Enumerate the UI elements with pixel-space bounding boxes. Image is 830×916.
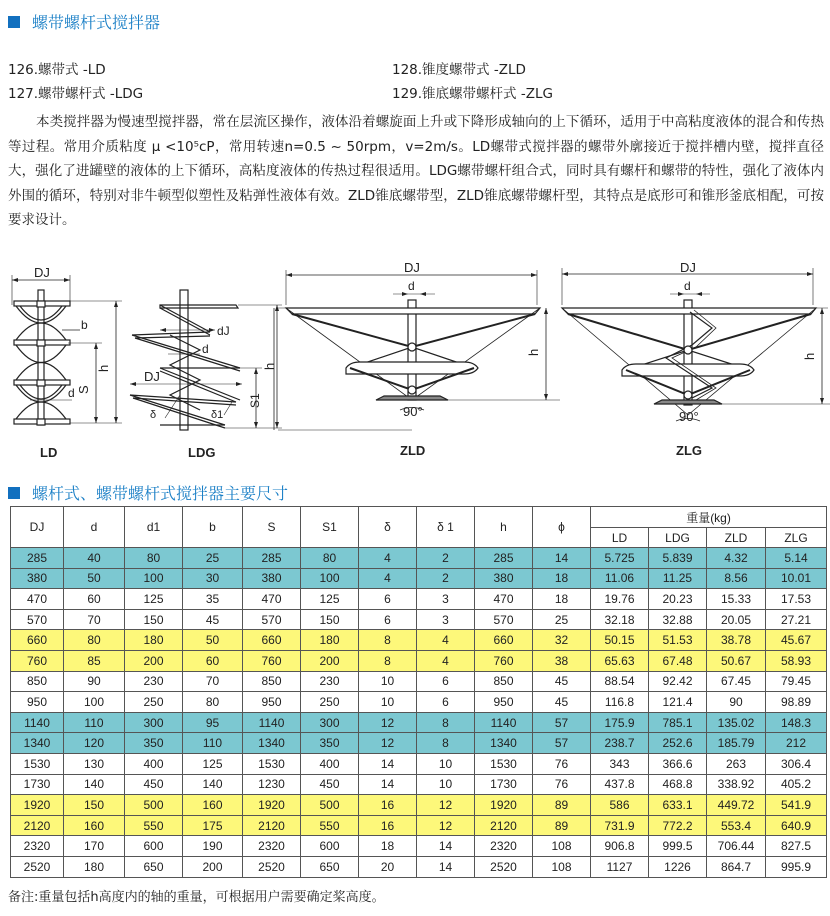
- cell-s1: 550: [301, 815, 359, 836]
- cell-s1: 650: [301, 856, 359, 877]
- diagram-zlg: [562, 260, 830, 458]
- cell-d1: 500: [125, 795, 183, 816]
- cell-weight-ldg: 772.2: [649, 815, 707, 836]
- cell-d1: 600: [125, 836, 183, 857]
- table-row: [11, 795, 827, 816]
- table-row: [11, 609, 827, 630]
- ldg-label-delta1: δ1: [211, 409, 224, 421]
- cell-h: 2120: [475, 815, 533, 836]
- cell-weight-zld: 135.02: [707, 712, 766, 733]
- header-weight-group: 重量(kg): [591, 507, 827, 528]
- cell-phi: 45: [533, 671, 591, 692]
- cell-s1: 600: [301, 836, 359, 857]
- cell-phi: 57: [533, 733, 591, 754]
- cell-h: 1140: [475, 712, 533, 733]
- cell-d1: 230: [125, 671, 183, 692]
- cell-s1: 500: [301, 795, 359, 816]
- cell-weight-zlg: 98.89: [766, 692, 827, 713]
- cell-dj: 950: [11, 692, 64, 713]
- cell-s1: 100: [301, 568, 359, 589]
- header-weight-zld: ZLD: [707, 528, 766, 548]
- cell-delta: 8: [359, 650, 417, 671]
- table-row: [11, 836, 827, 857]
- cell-weight-zld: 90: [707, 692, 766, 713]
- zld-label-angle: 90°: [403, 404, 423, 419]
- cell-weight-ld: 50.15: [591, 630, 649, 651]
- cell-delta1: 8: [417, 712, 475, 733]
- cell-delta1: 2: [417, 568, 475, 589]
- cell-weight-ld: 32.18: [591, 609, 649, 630]
- product-item-zlg: 129.锥底螺带螺杆式 -ZLG: [392, 86, 553, 102]
- cell-delta1: 12: [417, 795, 475, 816]
- cell-weight-zld: 38.78: [707, 630, 766, 651]
- cell-s: 2120: [243, 815, 301, 836]
- cell-d1: 550: [125, 815, 183, 836]
- cell-h: 660: [475, 630, 533, 651]
- cell-weight-zlg: 306.4: [766, 753, 827, 774]
- cell-weight-zlg: 827.5: [766, 836, 827, 857]
- cell-dj: 1340: [11, 733, 64, 754]
- cell-weight-ldg: 121.4: [649, 692, 707, 713]
- section-title-text: 螺杆式、螺带螺杆式搅拌器主要尺寸: [32, 484, 289, 503]
- cell-delta1: 3: [417, 609, 475, 630]
- cell-delta1: 10: [417, 774, 475, 795]
- cell-weight-zlg: 5.14: [766, 548, 827, 569]
- cell-weight-ldg: 252.6: [649, 733, 707, 754]
- cell-s: 2520: [243, 856, 301, 877]
- cell-s: 1340: [243, 733, 301, 754]
- cell-h: 285: [475, 548, 533, 569]
- header-weight-ld: LD: [591, 528, 649, 548]
- section-title-dimensions: [8, 481, 288, 504]
- header-delta: δ: [359, 507, 417, 548]
- cell-dj: 850: [11, 671, 64, 692]
- cell-d: 50: [64, 568, 125, 589]
- cell-weight-ld: 116.8: [591, 692, 649, 713]
- cell-d1: 250: [125, 692, 183, 713]
- cell-d1: 100: [125, 568, 183, 589]
- zld-label-d: d: [408, 279, 415, 293]
- section-title-text: 螺带螺杆式搅拌器: [32, 13, 161, 32]
- cell-s: 660: [243, 630, 301, 651]
- cell-weight-zld: 263: [707, 753, 766, 774]
- cell-h: 1730: [475, 774, 533, 795]
- cell-dj: 1730: [11, 774, 64, 795]
- cell-weight-ld: 343: [591, 753, 649, 774]
- header-delta1: δ 1: [417, 507, 475, 548]
- cell-b: 95: [183, 712, 243, 733]
- cell-delta: 16: [359, 795, 417, 816]
- cell-s1: 300: [301, 712, 359, 733]
- cell-dj: 1530: [11, 753, 64, 774]
- cell-weight-ld: 175.9: [591, 712, 649, 733]
- cell-d: 85: [64, 650, 125, 671]
- cell-weight-ld: 1127: [591, 856, 649, 877]
- ld-caption: LD: [40, 445, 58, 460]
- ld-label-s: S: [76, 385, 91, 394]
- cell-s: 1140: [243, 712, 301, 733]
- cell-delta: 10: [359, 692, 417, 713]
- table-row: [11, 774, 827, 795]
- cell-weight-zlg: 17.53: [766, 589, 827, 610]
- cell-weight-ld: 19.76: [591, 589, 649, 610]
- cell-delta: 20: [359, 856, 417, 877]
- cell-s: 1230: [243, 774, 301, 795]
- cell-d1: 300: [125, 712, 183, 733]
- cell-b: 45: [183, 609, 243, 630]
- cell-phi: 57: [533, 712, 591, 733]
- cell-h: 570: [475, 609, 533, 630]
- ldg-caption: LDG: [188, 445, 216, 460]
- cell-weight-ld: 11.06: [591, 568, 649, 589]
- cell-b: 125: [183, 753, 243, 774]
- cell-d1: 80: [125, 548, 183, 569]
- cell-h: 2320: [475, 836, 533, 857]
- cell-delta: 10: [359, 671, 417, 692]
- cell-dj: 380: [11, 568, 64, 589]
- table-row: [11, 630, 827, 651]
- ldg-label-s1: S1: [248, 393, 262, 408]
- cell-delta: 16: [359, 815, 417, 836]
- header-dj: DJ: [11, 507, 64, 548]
- description-paragraph: 本类搅拌器为慢速型搅拌器，常在层流区操作，液体沿着螺旋面上升或下降形成轴向的上下循环，适用于中高粘度液体的混合和传热等过程。常用介质粘度 μ <10⁵cP，常用转速n=0.5 ~ 50rpm，v=2m/s。LD螺带式搅拌器的螺带外廓接近于搅拌槽内壁，搅拌直径大，强化了进罐壁的液体的上下循环，高粘度液体的传热过程很适用。LDG螺带螺杆组合式，同时具有螺杆和螺带的特性，强化了液体内外围的循环，特别对非牛顿型似塑性及粘弹性液体有效。ZLD锥底螺带型，ZLD锥底螺带螺杆型，其特点是底形可和锥形釜底相配，可按要求设计。: [8, 114, 824, 228]
- cell-d: 150: [64, 795, 125, 816]
- cell-d: 90: [64, 671, 125, 692]
- cell-s: 950: [243, 692, 301, 713]
- diagram-ldg: [130, 290, 282, 460]
- cell-dj: 660: [11, 630, 64, 651]
- cell-weight-zld: 553.4: [707, 815, 766, 836]
- cell-weight-ld: 65.63: [591, 650, 649, 671]
- cell-delta: 12: [359, 733, 417, 754]
- cell-s1: 400: [301, 753, 359, 774]
- cell-s: 470: [243, 589, 301, 610]
- cell-weight-zlg: 45.67: [766, 630, 827, 651]
- cell-weight-zlg: 405.2: [766, 774, 827, 795]
- cell-s: 1530: [243, 753, 301, 774]
- cell-h: 470: [475, 589, 533, 610]
- cell-delta: 4: [359, 568, 417, 589]
- cell-d: 60: [64, 589, 125, 610]
- cell-d1: 125: [125, 589, 183, 610]
- cell-weight-zld: 706.44: [707, 836, 766, 857]
- cell-phi: 32: [533, 630, 591, 651]
- cell-phi: 38: [533, 650, 591, 671]
- cell-d1: 200: [125, 650, 183, 671]
- cell-weight-ldg: 67.48: [649, 650, 707, 671]
- cell-weight-ldg: 20.23: [649, 589, 707, 610]
- cell-weight-zld: 15.33: [707, 589, 766, 610]
- cell-delta1: 12: [417, 815, 475, 836]
- cell-b: 110: [183, 733, 243, 754]
- cell-b: 140: [183, 774, 243, 795]
- cell-weight-ldg: 92.42: [649, 671, 707, 692]
- cell-delta1: 8: [417, 733, 475, 754]
- cell-s1: 350: [301, 733, 359, 754]
- cell-phi: 18: [533, 589, 591, 610]
- cell-dj: 570: [11, 609, 64, 630]
- cell-d1: 650: [125, 856, 183, 877]
- cell-b: 50: [183, 630, 243, 651]
- cell-delta1: 14: [417, 856, 475, 877]
- ldg-label-dj-small: dJ: [217, 324, 230, 338]
- table-row: [11, 712, 827, 733]
- cell-delta1: 4: [417, 630, 475, 651]
- cell-delta: 14: [359, 753, 417, 774]
- cell-phi: 76: [533, 774, 591, 795]
- cell-delta1: 14: [417, 836, 475, 857]
- cell-delta: 14: [359, 774, 417, 795]
- product-item-ld: 126.螺带式 -LD: [8, 62, 106, 78]
- cell-weight-ld: 238.7: [591, 733, 649, 754]
- cell-s: 850: [243, 671, 301, 692]
- cell-weight-zlg: 58.93: [766, 650, 827, 671]
- cell-weight-zld: 20.05: [707, 609, 766, 630]
- zld-caption: ZLD: [400, 443, 426, 458]
- header-weight-ldg: LDG: [649, 528, 707, 548]
- cell-phi: 89: [533, 795, 591, 816]
- footnote: 备注:重量包括h高度内的轴的重量，可根据用户需要确定桨高度。: [8, 890, 385, 905]
- cell-weight-zld: 338.92: [707, 774, 766, 795]
- zlg-label-angle: 90°: [679, 409, 699, 424]
- cell-weight-zlg: 10.01: [766, 568, 827, 589]
- cell-weight-ldg: 785.1: [649, 712, 707, 733]
- cell-delta1: 6: [417, 692, 475, 713]
- cell-weight-ldg: 32.88: [649, 609, 707, 630]
- cell-weight-ld: 906.8: [591, 836, 649, 857]
- cell-weight-zld: 449.72: [707, 795, 766, 816]
- header-d1: d1: [125, 507, 183, 548]
- cell-phi: 76: [533, 753, 591, 774]
- cell-b: 160: [183, 795, 243, 816]
- cell-delta: 12: [359, 712, 417, 733]
- cell-b: 175: [183, 815, 243, 836]
- header-s1: S1: [301, 507, 359, 548]
- table-row: [11, 589, 827, 610]
- cell-s: 1920: [243, 795, 301, 816]
- ldg-label-h: h: [262, 362, 277, 370]
- cell-s: 285: [243, 548, 301, 569]
- cell-dj: 1920: [11, 795, 64, 816]
- dimensions-table-body: [11, 548, 827, 878]
- ld-label-h: h: [96, 364, 111, 372]
- ldg-label-delta: δ: [150, 409, 157, 421]
- cell-b: 35: [183, 589, 243, 610]
- product-item-zld: 128.锥度螺带式 -ZLD: [392, 62, 526, 78]
- table-row: [11, 650, 827, 671]
- cell-weight-ldg: 633.1: [649, 795, 707, 816]
- cell-h: 850: [475, 671, 533, 692]
- cell-b: 30: [183, 568, 243, 589]
- cell-delta: 4: [359, 548, 417, 569]
- cell-d: 140: [64, 774, 125, 795]
- cell-delta: 8: [359, 630, 417, 651]
- cell-delta1: 2: [417, 548, 475, 569]
- cell-weight-ld: 88.54: [591, 671, 649, 692]
- cell-s: 2320: [243, 836, 301, 857]
- cell-d: 180: [64, 856, 125, 877]
- zlg-label-h: h: [802, 352, 817, 360]
- cell-s1: 150: [301, 609, 359, 630]
- cell-weight-ldg: 11.25: [649, 568, 707, 589]
- cell-weight-zlg: 79.45: [766, 671, 827, 692]
- header-weight-zlg: ZLG: [766, 528, 827, 548]
- cell-dj: 2120: [11, 815, 64, 836]
- table-row: [11, 548, 827, 569]
- cell-h: 2520: [475, 856, 533, 877]
- cell-weight-zlg: 27.21: [766, 609, 827, 630]
- zlg-label-dj: DJ: [680, 260, 696, 275]
- ldg-label-d: d: [202, 342, 209, 356]
- section-title-ribbon-agitators: [8, 10, 160, 33]
- cell-h: 380: [475, 568, 533, 589]
- cell-phi: 25: [533, 609, 591, 630]
- cell-s: 380: [243, 568, 301, 589]
- header-h: h: [475, 507, 533, 548]
- cell-s1: 450: [301, 774, 359, 795]
- square-bullet-icon: [8, 16, 20, 28]
- cell-dj: 1140: [11, 712, 64, 733]
- cell-d: 170: [64, 836, 125, 857]
- cell-weight-ld: 586: [591, 795, 649, 816]
- cell-d: 100: [64, 692, 125, 713]
- cell-d1: 450: [125, 774, 183, 795]
- cell-dj: 285: [11, 548, 64, 569]
- ld-label-b: b: [81, 318, 88, 332]
- cell-s: 570: [243, 609, 301, 630]
- cell-d: 70: [64, 609, 125, 630]
- cell-d1: 350: [125, 733, 183, 754]
- cell-weight-ldg: 999.5: [649, 836, 707, 857]
- cell-s1: 200: [301, 650, 359, 671]
- cell-d: 110: [64, 712, 125, 733]
- cell-weight-zlg: 541.9: [766, 795, 827, 816]
- cell-weight-zlg: 640.9: [766, 815, 827, 836]
- table-row: [11, 692, 827, 713]
- table-row: [11, 856, 827, 877]
- ldg-label-dj: DJ: [144, 369, 160, 384]
- cell-delta: 6: [359, 609, 417, 630]
- diagram-zld: [274, 260, 560, 458]
- cell-dj: 2520: [11, 856, 64, 877]
- cell-s1: 250: [301, 692, 359, 713]
- cell-dj: 760: [11, 650, 64, 671]
- cell-phi: 14: [533, 548, 591, 569]
- cell-delta1: 10: [417, 753, 475, 774]
- cell-weight-ldg: 468.8: [649, 774, 707, 795]
- cell-phi: 45: [533, 692, 591, 713]
- cell-d: 40: [64, 548, 125, 569]
- cell-phi: 108: [533, 856, 591, 877]
- dimensions-table: [10, 506, 827, 878]
- cell-delta1: 4: [417, 650, 475, 671]
- table-row: [11, 568, 827, 589]
- cell-s: 760: [243, 650, 301, 671]
- cell-weight-zld: 50.67: [707, 650, 766, 671]
- ld-label-dj: DJ: [34, 265, 50, 280]
- cell-s1: 230: [301, 671, 359, 692]
- cell-h: 1530: [475, 753, 533, 774]
- cell-b: 60: [183, 650, 243, 671]
- cell-weight-ld: 5.725: [591, 548, 649, 569]
- cell-weight-ldg: 5.839: [649, 548, 707, 569]
- cell-b: 70: [183, 671, 243, 692]
- cell-weight-ldg: 1226: [649, 856, 707, 877]
- cell-dj: 2320: [11, 836, 64, 857]
- cell-d: 130: [64, 753, 125, 774]
- cell-weight-ld: 731.9: [591, 815, 649, 836]
- product-item-ldg: 127.螺带螺杆式 -LDG: [8, 86, 144, 102]
- zld-label-h: h: [526, 348, 541, 356]
- header-d: d: [64, 507, 125, 548]
- cell-delta1: 3: [417, 589, 475, 610]
- header-phi: ϕ: [533, 507, 591, 548]
- cell-b: 80: [183, 692, 243, 713]
- header-s: S: [243, 507, 301, 548]
- cell-d1: 180: [125, 630, 183, 651]
- table-row: [11, 815, 827, 836]
- cell-weight-ldg: 366.6: [649, 753, 707, 774]
- cell-delta: 6: [359, 589, 417, 610]
- table-row: [11, 753, 827, 774]
- cell-weight-zlg: 148.3: [766, 712, 827, 733]
- cell-h: 1920: [475, 795, 533, 816]
- cell-weight-ldg: 51.53: [649, 630, 707, 651]
- cell-weight-ld: 437.8: [591, 774, 649, 795]
- agitator-diagrams: [0, 250, 830, 465]
- cell-d: 80: [64, 630, 125, 651]
- cell-weight-zlg: 212: [766, 733, 827, 754]
- table-row: [11, 733, 827, 754]
- cell-weight-zld: 4.32: [707, 548, 766, 569]
- cell-weight-zld: 864.7: [707, 856, 766, 877]
- cell-s1: 80: [301, 548, 359, 569]
- cell-b: 200: [183, 856, 243, 877]
- cell-weight-zld: 8.56: [707, 568, 766, 589]
- cell-d1: 400: [125, 753, 183, 774]
- square-bullet-icon: [8, 487, 20, 499]
- cell-phi: 18: [533, 568, 591, 589]
- cell-phi: 89: [533, 815, 591, 836]
- cell-weight-zlg: 995.9: [766, 856, 827, 877]
- ld-label-d: d: [68, 386, 75, 400]
- zlg-caption: ZLG: [676, 443, 702, 458]
- cell-weight-zld: 185.79: [707, 733, 766, 754]
- cell-delta: 18: [359, 836, 417, 857]
- cell-s1: 180: [301, 630, 359, 651]
- header-b: b: [183, 507, 243, 548]
- cell-b: 190: [183, 836, 243, 857]
- cell-h: 1340: [475, 733, 533, 754]
- cell-b: 25: [183, 548, 243, 569]
- cell-phi: 108: [533, 836, 591, 857]
- cell-weight-zld: 67.45: [707, 671, 766, 692]
- cell-d: 120: [64, 733, 125, 754]
- cell-h: 760: [475, 650, 533, 671]
- cell-d1: 150: [125, 609, 183, 630]
- cell-h: 950: [475, 692, 533, 713]
- cell-d: 160: [64, 815, 125, 836]
- zlg-label-d: d: [684, 279, 691, 293]
- diagram-ld: [12, 265, 122, 460]
- cell-s1: 125: [301, 589, 359, 610]
- cell-dj: 470: [11, 589, 64, 610]
- table-row: [11, 671, 827, 692]
- cell-delta1: 6: [417, 671, 475, 692]
- zld-label-dj: DJ: [404, 260, 420, 275]
